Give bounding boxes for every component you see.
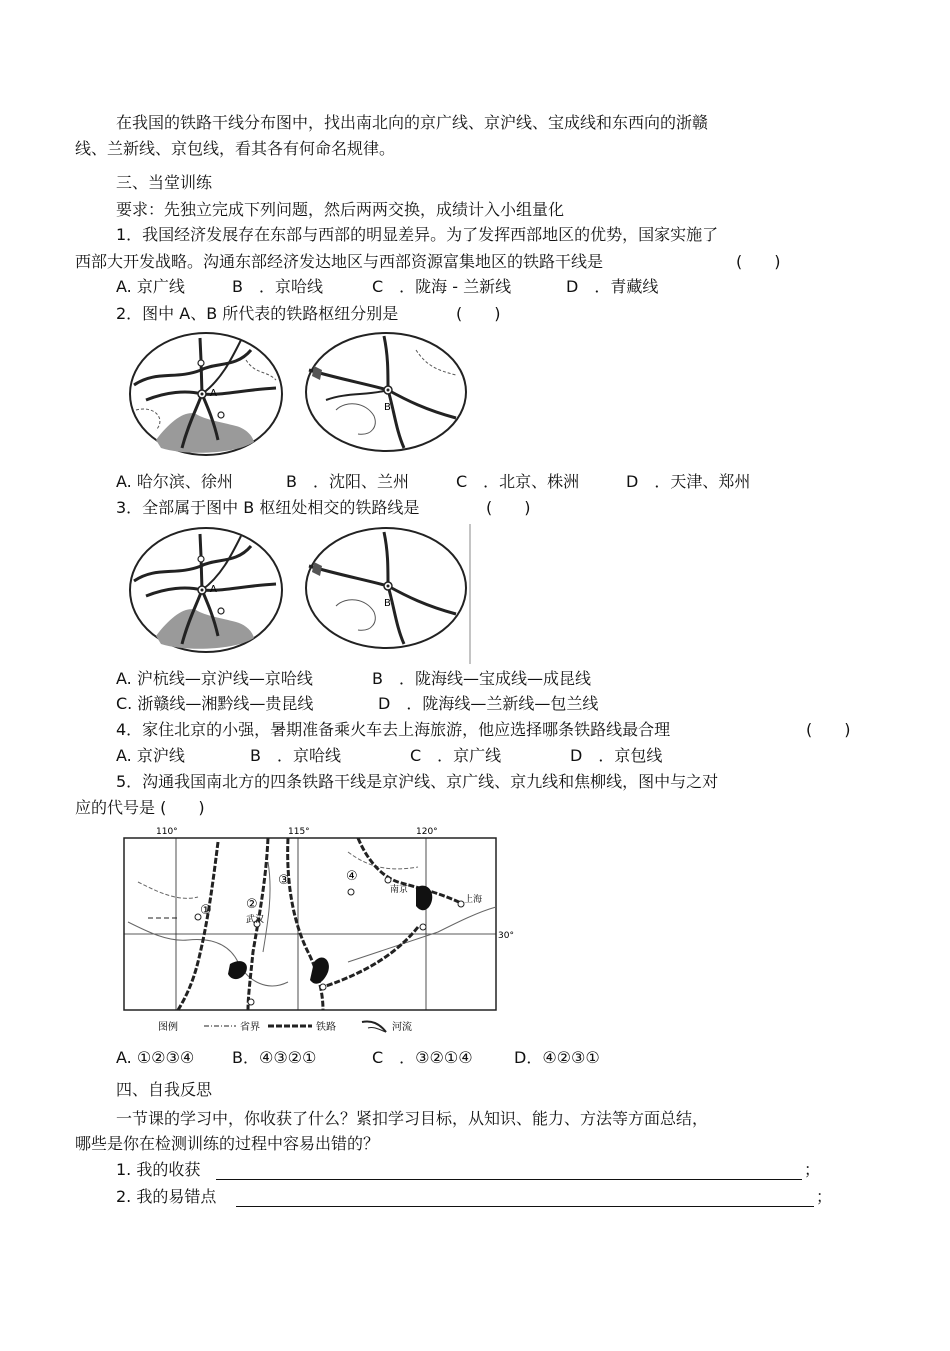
- intro-line-2: 线、兰新线、京包线，看其各有何命名规律。: [75, 139, 396, 158]
- q5-option-c: C ．③②①④: [372, 1048, 473, 1067]
- map-circle-2: ②: [246, 897, 258, 912]
- section-4-line-2: 哪些是你在检测训练的过程中容易出错的？: [75, 1134, 380, 1153]
- q4-option-c: C ．京广线: [410, 746, 502, 765]
- q3-option-a: A. 沪杭线—京沪线—京哈线: [116, 669, 313, 688]
- q5-option-b: B．④③②①: [232, 1048, 317, 1067]
- q5-option-d: D．④②③①: [514, 1048, 600, 1067]
- railway-hub-maps-q3: [126, 524, 472, 664]
- q1-option-c: C ．陇海 - 兰新线: [372, 277, 512, 296]
- city-wuhan: 武汉: [246, 915, 265, 925]
- map-hub-a-repeat: [130, 528, 282, 652]
- city-shanghai: 上海: [464, 895, 483, 905]
- q1-stem-line-1: 1．我国经济发展存在东部与西部的明显差异。为了发挥西部地区的优势，国家实施了: [116, 225, 719, 244]
- railway-map-q5: [118, 822, 522, 1040]
- q1-stem-line-2: 西部大开发战略。沟通东部经济发达地区与西部资源富集地区的铁路干线是: [75, 252, 604, 271]
- map-hub-b: [306, 333, 466, 451]
- q1-option-d: D ．青藏线: [566, 277, 659, 296]
- legend-river: 河流: [392, 1022, 412, 1033]
- map-circle-1: ①: [200, 903, 212, 918]
- q1-option-a: A. 京广线: [116, 277, 185, 296]
- q3-stem: 3．全部属于图中 B 枢纽处相交的铁路线是: [116, 498, 420, 517]
- legend-railway: 铁路: [316, 1022, 336, 1033]
- lon-120-label: 120°: [416, 827, 438, 837]
- map-hub-a: [130, 333, 282, 455]
- section-4-heading: 四、自我反思: [116, 1080, 213, 1099]
- legend-province: 省界: [240, 1022, 260, 1033]
- q1-answer-paren: ( ): [736, 252, 781, 271]
- q4-stem: 4．家住北京的小强，暑期准备乘火车去上海旅游，他应选择哪条铁路线最合理: [116, 720, 671, 739]
- q5-option-a: A. ①②③④: [116, 1048, 195, 1067]
- q4-answer-paren: ( ): [806, 720, 851, 739]
- map-label-b-repeat: B: [384, 598, 391, 609]
- q5-stem-line-1: 5．沟通我国南北方的四条铁路干线是京沪线、京广线、京九线和焦柳线，图中与之对: [116, 772, 719, 791]
- map-hub-b-repeat: [306, 528, 466, 648]
- legend-title: 图例: [158, 1022, 178, 1033]
- mistakes-label: 2. 我的易错点: [116, 1187, 217, 1206]
- q2-option-b: B ．沈阳、兰州: [286, 472, 409, 491]
- intro-line-1: 在我国的铁路干线分布图中，找出南北向的京广线、京沪线、宝成线和东西向的浙赣: [116, 113, 709, 132]
- city-nanjing: 南京: [390, 885, 409, 895]
- railway-hub-maps-q2: [126, 330, 472, 460]
- q3-option-d: D ．陇海线—兰新线—包兰线: [378, 694, 599, 713]
- lat-30-label: 30°: [498, 931, 514, 941]
- q3-answer-paren: ( ): [486, 498, 531, 517]
- q2-option-d: D ．天津、郑州: [626, 472, 751, 491]
- q2-option-c: C ．北京、株洲: [456, 472, 580, 491]
- q2-answer-paren: ( ): [456, 304, 501, 323]
- q4-option-a: A. 京沪线: [116, 746, 185, 765]
- gains-end-mark: ；: [804, 1160, 821, 1179]
- section-3-heading: 三、当堂训练: [116, 173, 213, 192]
- q4-option-d: D ．京包线: [570, 746, 663, 765]
- lon-110-label: 110°: [156, 827, 178, 837]
- gains-answer-line[interactable]: [216, 1178, 802, 1180]
- map-label-b: B: [384, 402, 391, 413]
- lon-115-label: 115°: [288, 827, 310, 837]
- q3-option-b: B ．陇海线—宝成线—成昆线: [372, 669, 591, 688]
- q3-option-c: C. 浙赣线—湘黔线—贵昆线: [116, 694, 314, 713]
- mistakes-end-mark: ；: [816, 1187, 833, 1206]
- q5-stem-line-2: 应的代号是 ( ): [75, 798, 205, 817]
- q1-option-b: B ．京哈线: [232, 277, 323, 296]
- map-label-a-repeat: A: [210, 584, 217, 595]
- map-label-a: A: [210, 388, 217, 399]
- section-4-line-1: 一节课的学习中，你收获了什么？紧扣学习目标，从知识、能力、方法等方面总结，: [116, 1109, 709, 1128]
- section-3-requirement: 要求：先独立完成下列问题，然后两两交换，成绩计入小组量化: [116, 200, 565, 219]
- map-circle-4: ④: [346, 869, 358, 884]
- q4-option-b: B ．京哈线: [250, 746, 341, 765]
- map-circle-3: ③: [278, 873, 290, 888]
- gains-label: 1. 我的收获: [116, 1160, 201, 1179]
- q2-stem: 2．图中 A、B 所代表的铁路枢纽分别是: [116, 304, 399, 323]
- mistakes-answer-line[interactable]: [236, 1205, 814, 1207]
- map-legend: [158, 1020, 412, 1033]
- q2-option-a: A. 哈尔滨、徐州: [116, 472, 233, 491]
